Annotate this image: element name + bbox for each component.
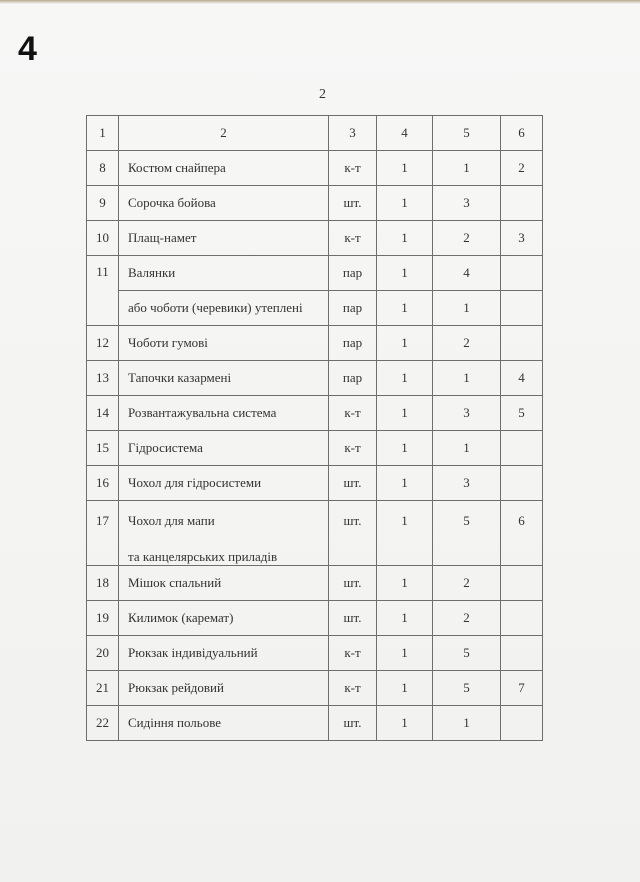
unit-cell: к-т xyxy=(329,151,377,186)
col6-cell xyxy=(501,326,543,361)
unit-cell: к-т xyxy=(329,636,377,671)
col5-cell: 5 xyxy=(433,501,501,566)
item-name: Чоботи гумові xyxy=(119,326,329,361)
col4-cell: 1 xyxy=(377,396,433,431)
col5-cell: 1 xyxy=(433,361,501,396)
table-row xyxy=(87,256,543,291)
table-row xyxy=(87,706,543,741)
unit-cell: пар xyxy=(329,326,377,361)
col5-cell: 1 xyxy=(433,431,501,466)
unit-cell: к-т xyxy=(329,671,377,706)
scan-top-edge xyxy=(0,0,640,4)
corner-page-marker: 4 xyxy=(18,30,37,68)
col4-cell: 1 xyxy=(377,361,433,396)
col6-cell xyxy=(501,601,543,636)
item-name: Мішок спальний xyxy=(119,566,329,601)
item-name: Чохол для гідросистеми xyxy=(119,466,329,501)
row-number: 15 xyxy=(87,431,119,466)
col4-cell: 1 xyxy=(377,431,433,466)
header-cell: 2 xyxy=(119,116,329,151)
table-row xyxy=(87,671,543,706)
col4-cell: 1 xyxy=(377,291,433,326)
col5-cell: 3 xyxy=(433,466,501,501)
table-row xyxy=(87,466,543,501)
col6-cell: 5 xyxy=(501,396,543,431)
col6-cell: 6 xyxy=(501,501,543,566)
table-row xyxy=(87,636,543,671)
item-name: Валянки xyxy=(119,256,329,291)
row-number: 21 xyxy=(87,671,119,706)
row-number: 17 xyxy=(87,501,119,566)
col6-cell: 4 xyxy=(501,361,543,396)
row-number: 22 xyxy=(87,706,119,741)
col4-cell: 1 xyxy=(377,566,433,601)
item-name: Тапочки казармені xyxy=(119,361,329,396)
unit-cell: пар xyxy=(329,256,377,291)
table-row xyxy=(87,361,543,396)
col4-cell: 1 xyxy=(377,186,433,221)
col5-cell: 3 xyxy=(433,396,501,431)
row-number: 11 xyxy=(87,256,119,326)
col4-cell: 1 xyxy=(377,221,433,256)
table-row xyxy=(87,186,543,221)
unit-cell: шт. xyxy=(329,706,377,741)
col4-cell: 1 xyxy=(377,256,433,291)
item-name: Гідросистема xyxy=(119,431,329,466)
col4-cell: 1 xyxy=(377,466,433,501)
col5-cell: 3 xyxy=(433,186,501,221)
col6-cell: 2 xyxy=(501,151,543,186)
item-name: Сорочка бойова xyxy=(119,186,329,221)
header-cell: 3 xyxy=(329,116,377,151)
page-number: 2 xyxy=(319,87,326,102)
table-row xyxy=(87,396,543,431)
unit-cell: шт. xyxy=(329,601,377,636)
row-number: 18 xyxy=(87,566,119,601)
item-name: Рюкзак індивідуальний xyxy=(119,636,329,671)
unit-cell: шт. xyxy=(329,501,377,566)
row-number: 9 xyxy=(87,186,119,221)
table-row xyxy=(87,566,543,601)
row-number: 16 xyxy=(87,466,119,501)
col5-cell: 1 xyxy=(433,291,501,326)
row-number: 12 xyxy=(87,326,119,361)
item-name: Плащ-намет xyxy=(119,221,329,256)
table-header-row xyxy=(87,116,543,151)
col6-cell xyxy=(501,566,543,601)
col6-cell xyxy=(501,431,543,466)
item-name-line-2: та канцелярських приладів xyxy=(128,549,278,564)
item-name-line-1: Чохол для мапи xyxy=(128,513,215,528)
item-name: або чоботи (черевики) утеплені xyxy=(119,291,329,326)
col6-cell xyxy=(501,186,543,221)
col6-cell xyxy=(501,706,543,741)
row-number: 20 xyxy=(87,636,119,671)
col6-cell xyxy=(501,256,543,291)
col4-cell: 1 xyxy=(377,151,433,186)
col5-cell: 2 xyxy=(433,601,501,636)
col4-cell: 1 xyxy=(377,671,433,706)
unit-cell: пар xyxy=(329,291,377,326)
unit-cell: к-т xyxy=(329,396,377,431)
col4-cell: 1 xyxy=(377,601,433,636)
table-row xyxy=(87,291,543,326)
header-cell: 1 xyxy=(87,116,119,151)
table-row xyxy=(87,326,543,361)
col5-cell: 2 xyxy=(433,326,501,361)
table-row xyxy=(87,431,543,466)
col5-cell: 2 xyxy=(433,566,501,601)
unit-cell: шт. xyxy=(329,566,377,601)
col5-cell: 5 xyxy=(433,636,501,671)
col4-cell: 1 xyxy=(377,501,433,566)
table-row xyxy=(87,501,543,566)
table-row xyxy=(87,221,543,256)
col6-cell xyxy=(501,636,543,671)
item-name xyxy=(119,501,329,566)
equipment-table xyxy=(86,115,543,741)
header-cell: 4 xyxy=(377,116,433,151)
col5-cell: 1 xyxy=(433,151,501,186)
header-cell: 5 xyxy=(433,116,501,151)
unit-cell: шт. xyxy=(329,186,377,221)
row-number: 10 xyxy=(87,221,119,256)
item-name: Килимок (каремат) xyxy=(119,601,329,636)
row-number: 19 xyxy=(87,601,119,636)
col5-cell: 5 xyxy=(433,671,501,706)
col6-cell xyxy=(501,291,543,326)
col4-cell: 1 xyxy=(377,636,433,671)
item-name: Рюкзак рейдовий xyxy=(119,671,329,706)
unit-cell: шт. xyxy=(329,466,377,501)
row-number: 13 xyxy=(87,361,119,396)
row-number: 8 xyxy=(87,151,119,186)
col6-cell: 3 xyxy=(501,221,543,256)
col4-cell: 1 xyxy=(377,326,433,361)
item-name: Костюм снайпера xyxy=(119,151,329,186)
col4-cell: 1 xyxy=(377,706,433,741)
col5-cell: 4 xyxy=(433,256,501,291)
col6-cell: 7 xyxy=(501,671,543,706)
header-cell: 6 xyxy=(501,116,543,151)
unit-cell: к-т xyxy=(329,431,377,466)
col6-cell xyxy=(501,466,543,501)
row-number: 14 xyxy=(87,396,119,431)
unit-cell: к-т xyxy=(329,221,377,256)
item-name: Розвантажувальна система xyxy=(119,396,329,431)
table-row xyxy=(87,601,543,636)
unit-cell: пар xyxy=(329,361,377,396)
table-row xyxy=(87,151,543,186)
item-name: Сидіння польове xyxy=(119,706,329,741)
col5-cell: 2 xyxy=(433,221,501,256)
col5-cell: 1 xyxy=(433,706,501,741)
